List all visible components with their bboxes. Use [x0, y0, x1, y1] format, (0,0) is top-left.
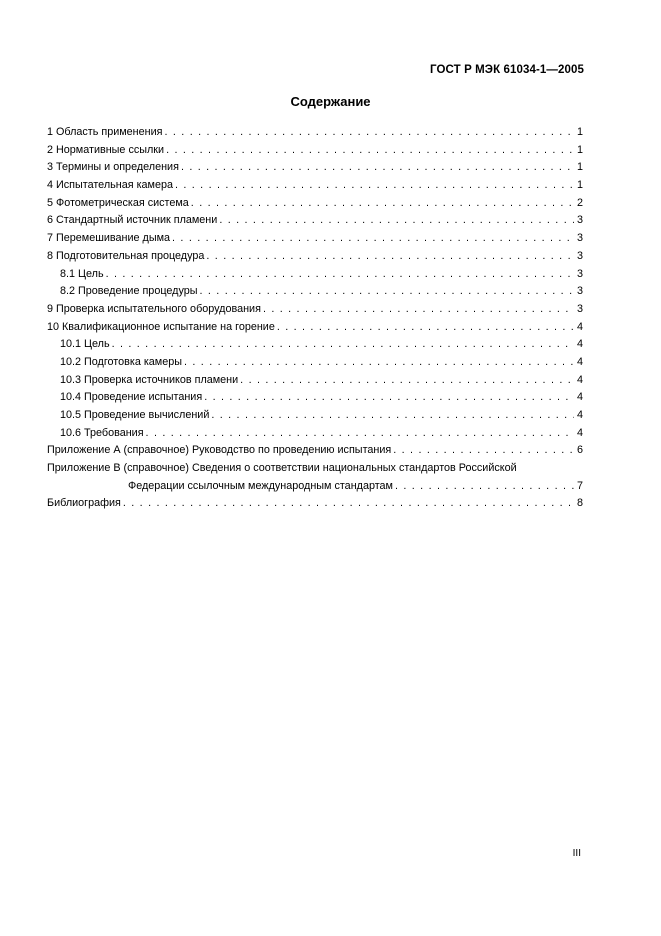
toc-entry-label: Приложение А (справочное) Руководство по проведению испытания — [47, 444, 392, 457]
toc-entry-1[interactable] — [47, 124, 583, 142]
toc-entry-page: 1 — [576, 126, 583, 138]
toc-entry-appendix-a[interactable] — [47, 442, 583, 460]
leader-dots — [191, 195, 574, 213]
leader-dots — [166, 142, 574, 160]
toc-entry-page: 4 — [576, 338, 583, 351]
toc-entry-label: 6 Стандартный источник пламени — [47, 214, 218, 227]
leader-dots — [146, 425, 574, 443]
leader-dots — [165, 124, 574, 142]
toc-entry-10-1[interactable] — [47, 336, 583, 354]
document-header: ГОСТ Р МЭК 61034-1—2005 — [430, 64, 584, 76]
toc-entry-6[interactable] — [47, 212, 583, 230]
toc-entry-7[interactable] — [47, 230, 583, 248]
leader-dots — [106, 266, 574, 284]
page-number: III — [572, 848, 581, 859]
toc-entry-label: 5 Фотометрическая система — [47, 196, 189, 209]
leader-dots — [395, 478, 574, 496]
toc-entry-page: 1 — [576, 179, 583, 192]
toc-entry-page: 7 — [576, 479, 583, 492]
toc-entry-label: Библиография — [47, 497, 121, 510]
leader-dots — [204, 389, 574, 407]
leader-dots — [240, 372, 574, 390]
leader-dots — [123, 495, 574, 513]
toc-entry-label: 10.2 Подготовка камеры — [60, 355, 182, 368]
toc-entry-label: 7 Перемешивание дыма — [47, 232, 171, 245]
leader-dots — [172, 230, 574, 248]
toc-entry-page: 8 — [576, 497, 583, 510]
leader-dots — [175, 177, 574, 195]
page-title: Содержание — [290, 94, 371, 109]
leader-dots — [393, 442, 574, 460]
toc-entry-page: 4 — [576, 409, 583, 421]
toc-entry-page: 3 — [576, 214, 583, 227]
toc-entry-page: 4 — [576, 373, 583, 386]
toc-entry-label-line2: Федерации ссылочным международным стандартам — [128, 479, 393, 492]
leader-dots — [263, 301, 574, 319]
toc-entry-2[interactable] — [47, 142, 583, 160]
toc-entry-bibliography[interactable] — [47, 495, 583, 513]
toc-entry-page: 4 — [576, 320, 583, 333]
toc-entry-page: 2 — [576, 196, 583, 209]
toc-entry-appendix-b[interactable] — [47, 460, 583, 495]
leader-dots — [206, 248, 574, 266]
toc-entry-label-line1: Приложение В (справочное) Сведения о соответствии национальных стандартов Российской — [47, 462, 517, 475]
toc-entry-4[interactable] — [47, 177, 583, 195]
table-of-contents — [47, 124, 583, 513]
toc-entry-label: 10.4 Проведение испытания — [60, 391, 203, 404]
leader-dots — [200, 283, 574, 301]
toc-entry-label: 9 Проверка испытательного оборудования — [47, 302, 261, 315]
toc-entry-page: 4 — [576, 355, 583, 368]
toc-entry-page: 3 — [576, 302, 583, 315]
toc-entry-label: 8.1 Цель — [60, 267, 104, 280]
leader-dots — [112, 336, 574, 354]
toc-entry-label: 10 Квалификационное испытание на горение — [47, 320, 275, 333]
toc-entry-label: 8.2 Проведение процедуры — [60, 285, 198, 298]
toc-entry-label: 1 Область применения — [47, 126, 163, 138]
toc-entry-label: 10.1 Цель — [60, 338, 110, 351]
toc-entry-label: 10.3 Проверка источников пламени — [60, 373, 239, 386]
toc-entry-page: 1 — [576, 143, 583, 156]
toc-entry-page: 3 — [576, 249, 583, 262]
toc-entry-9[interactable] — [47, 301, 583, 319]
toc-entry-page: 6 — [576, 444, 583, 457]
leader-dots — [277, 319, 574, 337]
toc-entry-label: 10.6 Требования — [60, 426, 144, 439]
toc-entry-page: 3 — [576, 232, 583, 245]
toc-entry-10-2[interactable] — [47, 354, 583, 372]
toc-entry-5[interactable] — [47, 195, 583, 213]
toc-entry-10-5[interactable] — [47, 407, 583, 425]
toc-entry-label: 10.5 Проведение вычислений — [60, 409, 210, 421]
leader-dots — [184, 354, 574, 372]
toc-entry-page: 4 — [576, 426, 583, 439]
leader-dots — [181, 159, 574, 177]
toc-entry-8[interactable] — [47, 248, 583, 266]
toc-entry-10-6[interactable] — [47, 425, 583, 443]
toc-entry-3[interactable] — [47, 159, 583, 177]
toc-entry-label: 4 Испытательная камера — [47, 179, 173, 192]
toc-entry-label: 3 Термины и определения — [47, 161, 179, 174]
toc-entry-page: 4 — [576, 391, 583, 404]
toc-entry-8-1[interactable] — [47, 266, 583, 284]
toc-entry-10-3[interactable] — [47, 372, 583, 390]
toc-entry-8-2[interactable] — [47, 283, 583, 301]
toc-entry-label: 2 Нормативные ссылки — [47, 143, 165, 156]
toc-entry-10[interactable] — [47, 319, 583, 337]
leader-dots — [211, 407, 574, 425]
toc-entry-label: 8 Подготовительная процедура — [47, 249, 205, 262]
toc-entry-page: 3 — [576, 267, 583, 280]
toc-entry-10-4[interactable] — [47, 389, 583, 407]
toc-entry-page: 3 — [576, 285, 583, 298]
toc-entry-page: 1 — [576, 161, 583, 174]
leader-dots — [219, 212, 574, 230]
